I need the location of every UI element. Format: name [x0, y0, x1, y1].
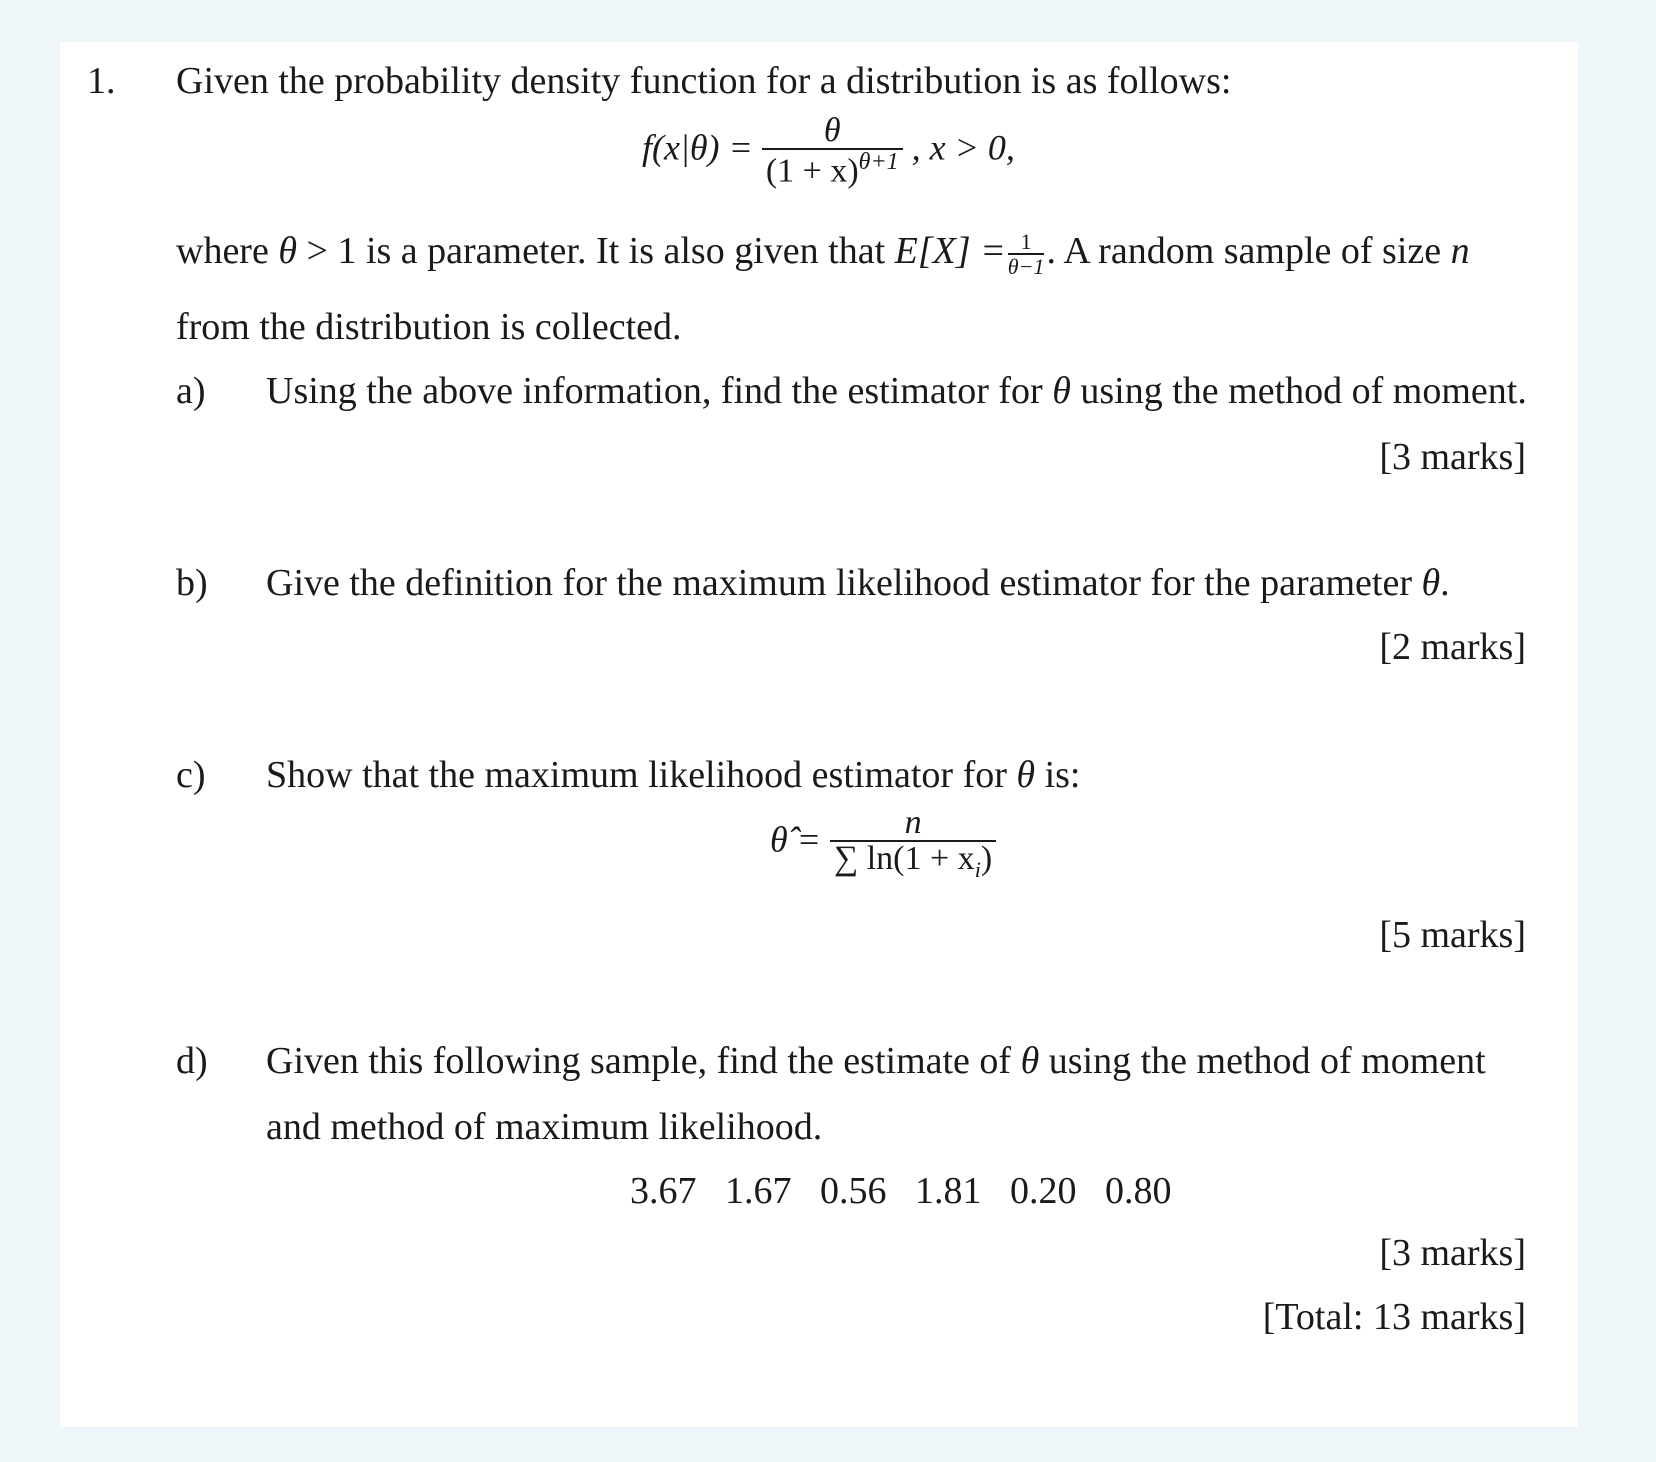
sample-value: 0.20 [1010, 1170, 1077, 1212]
expectation-numerator: 1 [1020, 229, 1032, 254]
expectation-denominator: θ−1 [1007, 254, 1045, 280]
part-d-theta: θ [1020, 1040, 1040, 1082]
where-text-1: where [176, 229, 269, 272]
mle-lhs: θ̂ = [770, 819, 821, 860]
where-text-2: > 1 is a parameter. It is also given that [306, 229, 886, 272]
pdf-condition: , x > 0, [911, 127, 1015, 168]
part-a-text-before: Using the above information, find the estimator for [266, 370, 1043, 412]
expectation-fraction [1008, 230, 1045, 278]
part-d-text-before: Given this following sample, find the estimate of [266, 1040, 1012, 1082]
mle-denominator-text: ln(1 + x [866, 840, 975, 877]
mle-subscript: i [974, 856, 981, 882]
exam-page [60, 42, 1578, 1427]
question-number: 1. [87, 60, 116, 102]
total-marks: [Total: 13 marks] [1262, 1296, 1526, 1338]
part-d-marks: [3 marks] [1379, 1232, 1526, 1274]
sample-value: 3.67 [630, 1170, 697, 1212]
part-a-text-after: using the method of moment. [1080, 370, 1527, 412]
part-b-theta: θ [1421, 562, 1441, 604]
sample-value: 0.80 [1105, 1170, 1172, 1212]
part-d-text-after: using the method of moment [1048, 1040, 1486, 1082]
sum-symbol: ∑ [833, 840, 859, 877]
mle-close-paren: ) [980, 840, 993, 877]
pdf-numerator: θ [823, 112, 841, 149]
pdf-denominator [762, 150, 903, 188]
part-d-label: d) [176, 1040, 208, 1082]
mle-denominator [830, 842, 996, 881]
mle-numerator: n [904, 804, 922, 841]
pdf-lhs: f(x|θ) = [642, 127, 753, 168]
sample-size-n: n [1450, 229, 1470, 272]
part-c-theta: θ [1016, 754, 1036, 796]
part-d-line2: and method of maximum likelihood. [266, 1106, 823, 1148]
sample-value: 1.67 [725, 1170, 792, 1212]
mle-fraction [830, 806, 996, 881]
part-c-label: c) [176, 754, 206, 796]
part-c-marks: [5 marks] [1379, 914, 1526, 956]
where-line [176, 230, 1470, 278]
part-c-text-before: Show that the maximum likelihood estimator for [266, 754, 1007, 796]
part-b-text-after: . [1440, 562, 1450, 604]
part-b-text-before: Give the definition for the maximum likelihood estimator for the parameter [266, 562, 1412, 604]
part-b-label: b) [176, 562, 208, 604]
sample-value: 0.56 [820, 1170, 887, 1212]
part-a-text [266, 372, 1527, 410]
sample-values [630, 1172, 1172, 1210]
part-a-theta: θ [1052, 370, 1071, 412]
part-a-marks: [3 marks] [1379, 436, 1526, 478]
part-b-marks: [2 marks] [1379, 626, 1526, 668]
sample-value: 1.81 [915, 1170, 982, 1212]
part-c-text [266, 756, 1080, 794]
pdf-denominator-base: (1 + x) [765, 152, 859, 190]
pdf-denominator-exp: θ+1 [858, 149, 899, 175]
part-c-text-after: is: [1044, 754, 1081, 796]
mle-formula [770, 806, 996, 881]
where-text-3: . A random sample of size [1046, 229, 1442, 272]
part-b-text [266, 564, 1450, 602]
where-theta: θ [278, 229, 298, 272]
part-d-text [266, 1042, 1486, 1080]
part-a-label: a) [176, 370, 206, 412]
where-line-2: from the distribution is collected. [176, 306, 682, 348]
pdf-fraction [762, 114, 903, 188]
question-intro: Given the probability density function for a distribution is as follows: [176, 60, 1232, 102]
pdf-formula [642, 114, 1015, 188]
expectation-lhs: E[X] = [894, 229, 1006, 272]
